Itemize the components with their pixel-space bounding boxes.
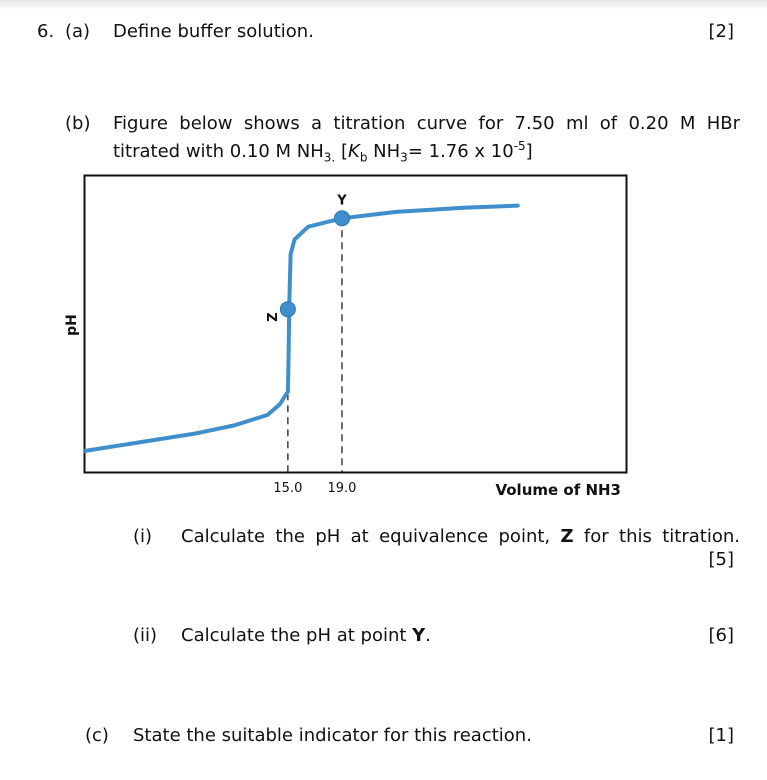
point-z [280,302,295,317]
part-ii-label: (ii) [133,625,158,646]
part-c-label: (c) [85,725,109,746]
line2-bracket: [ [335,141,348,162]
part-c-marks: [1] [708,725,734,746]
kb-symbol: K [348,141,360,162]
x-tick-label: 19.0 [327,481,357,496]
part-a-label: (a) [65,21,91,42]
part-ii-bold: Y [412,625,426,646]
x-axis-label: Volume of NH3 [495,481,621,499]
line2-nh-sub: 3 [400,150,408,165]
titration-curve [85,206,518,451]
plot-frame [85,176,627,473]
part-i-marks: [5] [708,549,734,570]
y-axis-label: pH [64,314,80,336]
part-b-line2 [113,135,533,169]
part-a-text: Define buffer solution. [113,21,314,42]
line2-prefix: titrated with 0.10 M NH [113,141,324,162]
point-label-y: Y [337,193,347,209]
part-ii-text [181,625,431,647]
point-label-z: Z [265,312,281,322]
part-i-text-b: for this titration. [573,526,740,547]
part-ii-text-a: Calculate the pH at point [181,625,413,646]
question-number: 6. [37,21,55,42]
line2-nh: NH [367,141,401,162]
line2-exp: -5 [513,139,526,153]
part-i-label: (i) [133,526,153,547]
part-b-line1: Figure below shows a titration curve for 7.50 ml of 0.20 M HBr [113,113,740,134]
part-ii-marks: [6] [708,625,734,646]
part-c-text: State the suitable indicator for this reaction. [133,725,532,746]
part-i-bold: Z [560,526,574,547]
line2-sub: 3. [323,150,336,165]
part-ii-text-b: . [425,625,431,646]
line2-end: ] [525,141,533,162]
x-tick-label: 15.0 [273,481,303,496]
point-y [334,211,349,226]
line2-eq: = 1.76 x 10 [407,141,514,162]
part-a-marks: [2] [708,21,734,42]
titration-chart [0,165,767,505]
part-b-label: (b) [65,113,91,134]
part-i-text [181,526,740,548]
top-shadow [0,0,767,10]
kb-sub: b [359,150,368,165]
part-i-text-a: Calculate the pH at equivalence point, [181,526,561,547]
